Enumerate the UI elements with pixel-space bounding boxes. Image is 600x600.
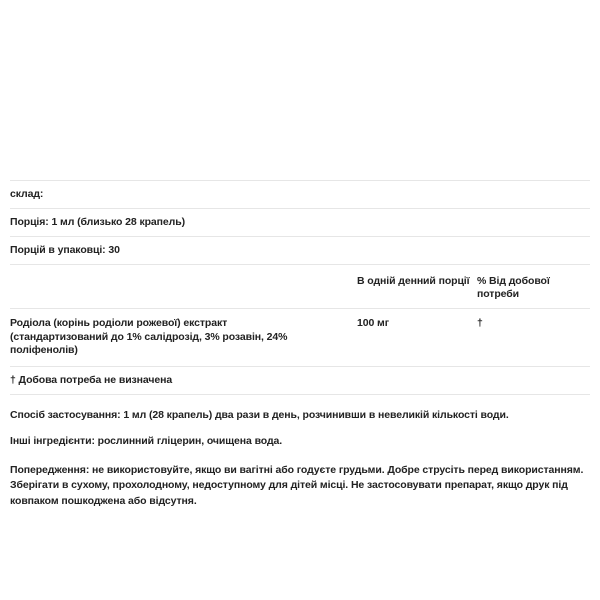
ingredient-name-line-1: Родіола (корінь родіоли рожевої) екстракт [10, 317, 228, 329]
servings-per-container-label: Порцій в упаковці: 30 [10, 244, 120, 256]
ingredient-amount: 100 мг [357, 317, 389, 329]
body-copy-section [0, 395, 600, 510]
top-whitespace [0, 0, 600, 180]
other-ingredients-text: Інші інгредієнти: рослинний гліцерин, очищена вода. [10, 435, 283, 447]
column-header-percent-daily-value: % Від добової потреби [477, 275, 550, 300]
directions-text: Спосіб застосування: 1 мл (28 крапель) два рази в день, розчинивши в невеликій кількості води. [10, 408, 509, 421]
daily-value-footnote-row [10, 367, 590, 394]
supplement-facts-panel [0, 180, 600, 395]
serving-size-label: Порція: 1 мл (близько 28 крапель) [10, 216, 185, 228]
ingredient-daily-value: † [477, 317, 483, 329]
servings-per-container-row [10, 237, 590, 264]
supplement-facts-title-row [10, 181, 590, 208]
table-row [10, 309, 590, 366]
ingredient-name-line-2: (стандартизований до 1% салідрозід, 3% розавін, 24% поліфенолів) [10, 330, 288, 356]
column-header-amount-per-serving: В одній денний порції [357, 275, 470, 287]
serving-size-row [10, 209, 590, 236]
ingredient-name [10, 317, 357, 358]
table-header-row [10, 265, 590, 308]
daily-value-footnote: † Добова потреба не визначена [10, 373, 173, 386]
warning-text: Попередження: не використовуйте, якщо ви вагітні або годуєте грудьми. Добре струсіть перед використанням. Зберігати в сухому, прохолодному, недоступному для дітей місці. Не застосовувати препарат, якщо друк під ковпаком пошкоджена або відсутня. [10, 463, 584, 507]
supplement-facts-title: склад: [10, 188, 44, 200]
